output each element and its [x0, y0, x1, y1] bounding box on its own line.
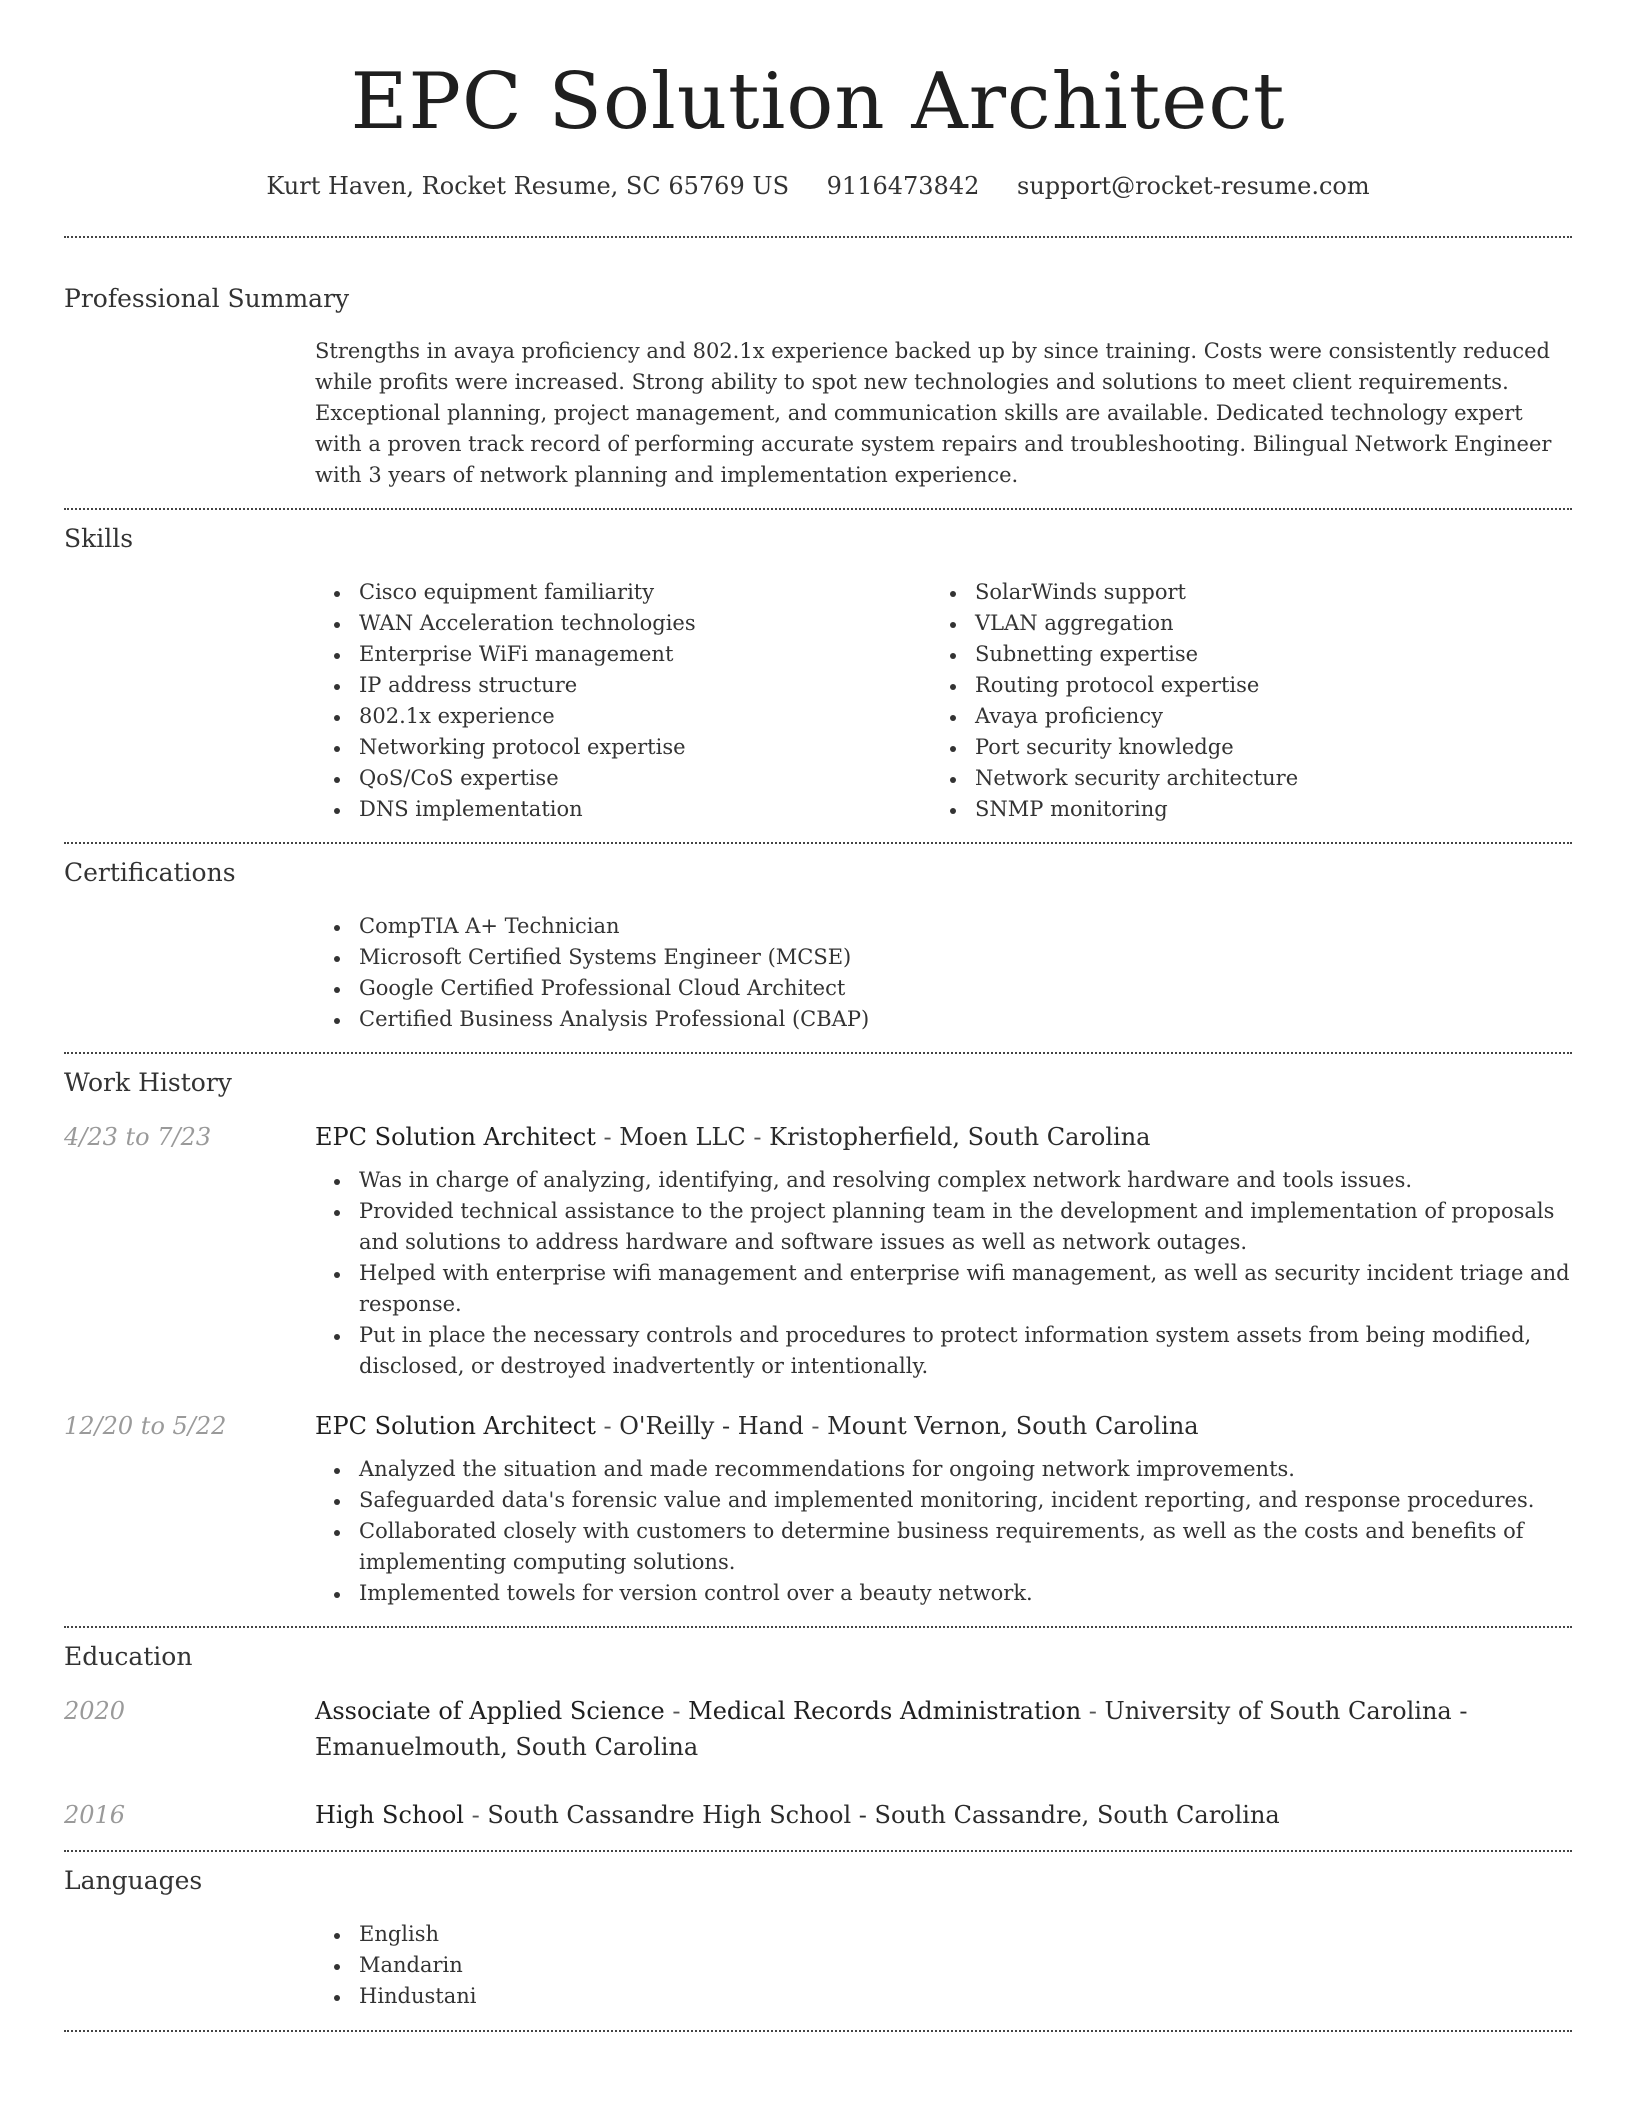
list-item: Implemented towels for version control over a beauty network.: [315, 1578, 1572, 1609]
list-item: QoS/CoS expertise: [315, 763, 931, 794]
job-entry: [64, 1119, 1572, 1382]
contact-email: support@rocket-resume.com: [1017, 172, 1370, 200]
separator: -: [463, 1801, 488, 1829]
separator: -: [595, 1412, 620, 1440]
list-item: Microsoft Certified Systems Engineer (MCSE): [315, 942, 1572, 973]
job-entry: [64, 1408, 1572, 1609]
job-heading: [315, 1408, 1572, 1444]
education-degree: High School: [315, 1801, 464, 1829]
education-school: South Cassandre High School - South Cassandre, South Carolina: [487, 1801, 1280, 1829]
list-item: 802.1x experience: [315, 701, 931, 732]
job-company: O'Reilly - Hand: [619, 1412, 804, 1440]
job-bullets: [315, 1454, 1572, 1609]
list-item: SNMP monitoring: [931, 794, 1547, 825]
list-item: Enterprise WiFi management: [315, 639, 931, 670]
job-role: EPC Solution Architect: [315, 1412, 596, 1440]
skills-grid: [315, 577, 1572, 825]
section-title-languages: Languages: [64, 1866, 203, 1895]
certifications-section: [64, 844, 1572, 1035]
list-item: Routing protocol expertise: [931, 670, 1547, 701]
languages-list: [315, 1919, 1572, 2012]
job-date: 4/23 to 7/23: [64, 1123, 212, 1151]
job-company: Moen LLC: [619, 1123, 746, 1151]
work-section: [64, 1054, 1572, 1609]
education-heading: [315, 1693, 1572, 1765]
list-item: Avaya proficiency: [931, 701, 1547, 732]
summary-section: [64, 238, 1572, 491]
job-body: [315, 1408, 1572, 1609]
list-item: Mandarin: [315, 1950, 1572, 1981]
resume-title: EPC Solution Architect: [350, 57, 1286, 147]
divider: [64, 2030, 1572, 2032]
section-title-summary: Professional Summary: [64, 284, 350, 313]
resume-page: [64, 0, 1572, 2032]
list-item: Port security knowledge: [931, 732, 1547, 763]
job-date: 12/20 to 5/22: [64, 1412, 227, 1440]
education-heading: [315, 1797, 1572, 1833]
certifications-list: [315, 911, 1572, 1035]
education-date: 2020: [64, 1697, 126, 1725]
contact-phone: 9116473842: [826, 172, 980, 200]
separator: -: [1081, 1697, 1105, 1725]
skills-section: [64, 510, 1572, 825]
list-item: Networking protocol expertise: [315, 732, 931, 763]
separator: -: [595, 1123, 620, 1151]
job-location: Mount Vernon, South Carolina: [827, 1412, 1199, 1440]
education-degree: Associate of Applied Science: [315, 1697, 665, 1725]
job-role: EPC Solution Architect: [315, 1123, 596, 1151]
list-item: Google Certified Professional Cloud Architect: [315, 973, 1572, 1004]
section-title-education: Education: [64, 1642, 193, 1671]
job-bullets: [315, 1165, 1572, 1382]
job-location: Kristopherfield, South Carolina: [769, 1123, 1151, 1151]
list-item: Certified Business Analysis Professional (CBAP): [315, 1004, 1572, 1035]
education-entry: [64, 1693, 1572, 1765]
separator: -: [664, 1697, 689, 1725]
list-item: CompTIA A+ Technician: [315, 911, 1572, 942]
education-school: University of South Carolina - Emanuelmouth, South Carolina: [315, 1697, 1468, 1761]
list-item: Analyzed the situation and made recommendations for ongoing network improvements.: [315, 1454, 1572, 1485]
education-date: 2016: [64, 1801, 126, 1829]
list-item: VLAN aggregation: [931, 608, 1547, 639]
list-item: Cisco equipment familiarity: [315, 577, 931, 608]
section-title-skills: Skills: [64, 524, 134, 553]
list-item: WAN Acceleration technologies: [315, 608, 931, 639]
separator: -: [745, 1123, 770, 1151]
job-heading: [315, 1119, 1572, 1155]
contact-line: [64, 168, 1572, 204]
list-item: Provided technical assistance to the project planning team in the development and implementation of proposals and solutions to address hardware and software issues as well as network outages.: [315, 1196, 1572, 1258]
education-field: Medical Records Administration: [688, 1697, 1082, 1725]
list-item: Collaborated closely with customers to determine business requirements, as well as the costs and benefits of implementing computing solutions.: [315, 1516, 1572, 1578]
list-item: Helped with enterprise wifi management and enterprise wifi management, as well as security incident triage and response.: [315, 1258, 1572, 1320]
section-title-certifications: Certifications: [64, 858, 236, 887]
contact-address: Kurt Haven, Rocket Resume, SC 65769 US: [266, 172, 790, 200]
education-entry: [64, 1797, 1572, 1833]
languages-section: [64, 1852, 1572, 2012]
list-item: Hindustani: [315, 1981, 1572, 2012]
skills-list-right: [931, 577, 1547, 825]
education-section: [64, 1628, 1572, 1833]
list-item: Safeguarded data's forensic value and implemented monitoring, incident reporting, and response procedures.: [315, 1485, 1572, 1516]
list-item: Subnetting expertise: [931, 639, 1547, 670]
list-item: English: [315, 1919, 1572, 1950]
list-item: DNS implementation: [315, 794, 931, 825]
section-title-work: Work History: [64, 1068, 232, 1097]
job-body: [315, 1119, 1572, 1382]
summary-text: Strengths in avaya proficiency and 802.1x experience backed up by since training. Costs were consistently reduced while profits were increased. Strong ability to spot new technologies and solutions to meet client requirements. Exceptional planning, project management, and communication skills are available. Dedicated technology expert with a proven track record of performing accurate system repairs and troubleshooting. Bilingual Network Engineer with 3 years of network planning and implementation experience.: [315, 339, 1552, 487]
skills-list-left: [315, 577, 931, 825]
list-item: Put in place the necessary controls and procedures to protect information system assets from being modified, disclosed, or destroyed inadvertently or intentionally.: [315, 1320, 1572, 1382]
separator: -: [803, 1412, 828, 1440]
list-item: SolarWinds support: [931, 577, 1547, 608]
list-item: Network security architecture: [931, 763, 1547, 794]
list-item: IP address structure: [315, 670, 931, 701]
list-item: Was in charge of analyzing, identifying, and resolving complex network hardware and tools issues.: [315, 1165, 1572, 1196]
